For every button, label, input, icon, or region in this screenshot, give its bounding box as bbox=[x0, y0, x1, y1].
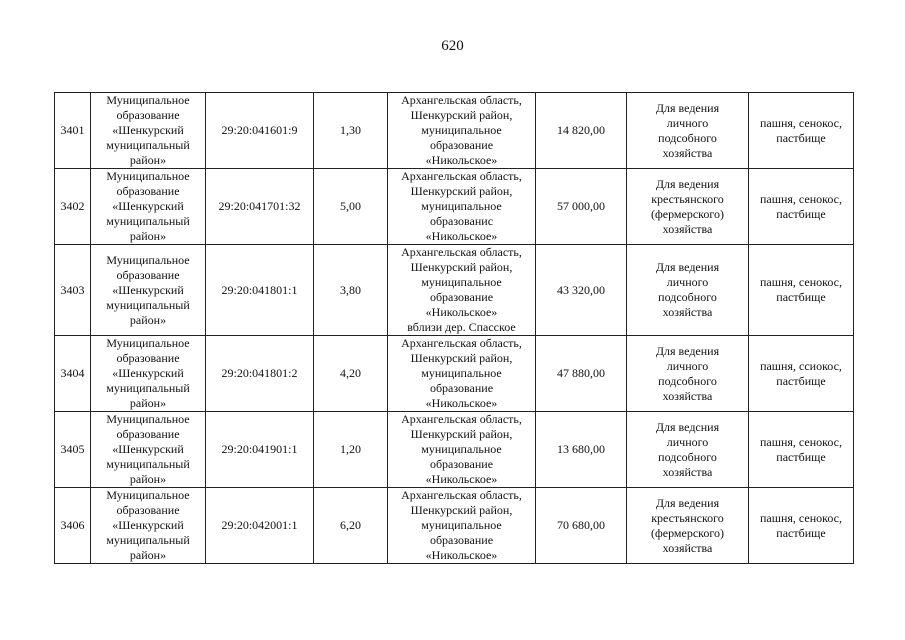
cell-line: район» bbox=[129, 312, 167, 327]
land-type-cell bbox=[749, 488, 854, 564]
cell-line: образование bbox=[116, 267, 180, 282]
cell-line: «Шенкурский bbox=[112, 442, 184, 456]
cell-line: Для ведения bbox=[655, 100, 720, 115]
table-row bbox=[55, 245, 854, 336]
usage-cell bbox=[627, 93, 749, 169]
area-cell: 3,80 bbox=[314, 245, 388, 336]
cell-line: Шенкурский район, bbox=[410, 503, 513, 517]
cell-line: Муниципальное bbox=[106, 252, 190, 267]
table-row bbox=[55, 412, 854, 488]
cell-line: (фермерского) bbox=[650, 525, 724, 540]
cell-line: Шенкурский район, bbox=[410, 260, 513, 274]
cell-line: пастбище bbox=[776, 206, 826, 221]
cell-line: муниципальное bbox=[421, 442, 502, 456]
cell-line: Для ведения bbox=[655, 495, 720, 510]
cadastral-number-cell: 29:20:041601:9 bbox=[206, 93, 314, 169]
cell-line: хозяйства bbox=[662, 221, 713, 236]
table-row bbox=[55, 93, 854, 169]
cadastral-number-cell: 29:20:041801:2 bbox=[206, 336, 314, 412]
cell-line: муниципальный bbox=[106, 214, 190, 228]
cell-line: Шенкурский район, bbox=[410, 427, 513, 441]
cell-line: пастбище bbox=[776, 130, 826, 145]
table-body bbox=[55, 93, 854, 564]
cell-line: Муниципальное bbox=[106, 488, 190, 502]
cell-line: образованис bbox=[429, 214, 494, 228]
price-cell: 14 820,00 bbox=[536, 93, 627, 169]
address-cell bbox=[388, 245, 536, 336]
cell-line: муниципальный bbox=[106, 533, 190, 547]
cell-line: образование bbox=[429, 457, 494, 471]
cell-line: личного bbox=[666, 115, 709, 130]
cadastral-number-cell: 29:20:041901:1 bbox=[206, 412, 314, 488]
owner-cell bbox=[91, 336, 206, 412]
cell-line: муниципальное bbox=[421, 199, 502, 213]
cadastral-number-cell: 29:20:041801:1 bbox=[206, 245, 314, 336]
cell-line: пашня, сенокос, bbox=[760, 191, 842, 206]
cell-line: «Шенкурский bbox=[112, 366, 184, 380]
table-row bbox=[55, 488, 854, 564]
price-cell: 47 880,00 bbox=[536, 336, 627, 412]
cell-line: «Шенкурский bbox=[112, 199, 184, 213]
price-cell: 57 000,00 bbox=[536, 169, 627, 245]
land-plots-table bbox=[54, 92, 854, 564]
cell-line: хозяйства bbox=[662, 305, 713, 319]
cell-line: пастбище bbox=[776, 449, 826, 464]
owner-cell bbox=[91, 488, 206, 564]
address-cell bbox=[388, 336, 536, 412]
address-cell bbox=[388, 93, 536, 169]
area-cell: 1,30 bbox=[314, 93, 388, 169]
cell-line: Архангельская область, bbox=[401, 245, 522, 259]
cell-line: Муниципальное bbox=[106, 93, 190, 107]
area-cell: 1,20 bbox=[314, 412, 388, 488]
cell-line: пастбище bbox=[776, 373, 826, 388]
usage-cell bbox=[627, 169, 749, 245]
cell-line: Шенкурский район, bbox=[410, 351, 513, 365]
land-type-cell bbox=[749, 245, 854, 336]
cell-line: хозяйства bbox=[662, 388, 713, 403]
cell-line: муниципальное bbox=[421, 366, 502, 380]
cell-line: подсобного bbox=[658, 449, 717, 464]
page-number: 620 bbox=[441, 38, 464, 54]
cell-line: район» bbox=[129, 153, 167, 167]
usage-cell bbox=[627, 336, 749, 412]
cell-line: «Никольское» bbox=[425, 305, 498, 319]
cell-line: образование bbox=[429, 290, 494, 304]
land-type-cell bbox=[749, 336, 854, 412]
cell-line: образование bbox=[116, 427, 180, 441]
cell-line: хозяйства bbox=[662, 540, 713, 555]
land-type-cell bbox=[749, 93, 854, 169]
row-number-cell: 3401 bbox=[55, 93, 91, 169]
row-number-cell: 3403 bbox=[55, 245, 91, 336]
cell-line: образование bbox=[429, 381, 494, 395]
cell-line: крестьянского bbox=[651, 510, 724, 525]
cell-line: Муниципальное bbox=[106, 336, 190, 350]
cell-line: район» bbox=[129, 472, 167, 486]
cell-line: «Никольское» bbox=[425, 396, 498, 410]
cell-line: муниципальное bbox=[421, 275, 502, 289]
cell-line: личного bbox=[666, 358, 709, 373]
owner-cell bbox=[91, 245, 206, 336]
cell-line: Шенкурский район, bbox=[410, 108, 513, 122]
cell-line: подсобного bbox=[658, 290, 717, 304]
cell-line: вблизи дер. Спасское bbox=[407, 320, 516, 334]
cell-line: Муниципальное bbox=[106, 169, 190, 183]
cell-line: Архангельская область, bbox=[401, 93, 522, 107]
cell-line: подсобного bbox=[658, 373, 717, 388]
land-type-cell bbox=[749, 169, 854, 245]
usage-cell bbox=[627, 488, 749, 564]
cell-line: крестьянского bbox=[651, 191, 724, 206]
cell-line: Муниципальное bbox=[106, 412, 190, 426]
cell-line: образование bbox=[116, 184, 180, 198]
area-cell: 4,20 bbox=[314, 336, 388, 412]
cell-line: Для ведения bbox=[655, 260, 720, 274]
cell-line: «Шенкурский bbox=[112, 282, 184, 297]
cell-line: хозяйства bbox=[662, 145, 713, 160]
cell-line: район» bbox=[129, 396, 167, 410]
cell-line: «Шенкурский bbox=[112, 518, 184, 532]
cadastral-number-cell: 29:20:042001:1 bbox=[206, 488, 314, 564]
owner-cell bbox=[91, 93, 206, 169]
table-row bbox=[55, 336, 854, 412]
cell-line: личного bbox=[666, 434, 709, 449]
row-number-cell: 3406 bbox=[55, 488, 91, 564]
cell-line: хозяйства bbox=[662, 464, 713, 479]
cell-line: Архангельская область, bbox=[401, 169, 522, 183]
cell-line: «Никольское» bbox=[425, 548, 498, 562]
cell-line: личного bbox=[666, 275, 709, 289]
cell-line: образование bbox=[429, 533, 494, 547]
usage-cell bbox=[627, 412, 749, 488]
cell-line: пастбище bbox=[776, 290, 826, 304]
cell-line: «Никольское» bbox=[425, 472, 498, 486]
cell-line: «Никольское» bbox=[425, 229, 498, 243]
row-number-cell: 3405 bbox=[55, 412, 91, 488]
cell-line: муниципальный bbox=[106, 297, 190, 312]
cell-line: Для ведсния bbox=[655, 419, 720, 434]
cell-line: муниципальный bbox=[106, 381, 190, 395]
price-cell: 43 320,00 bbox=[536, 245, 627, 336]
cell-line: пашня, ссиокос, bbox=[760, 358, 842, 373]
area-cell: 6,20 bbox=[314, 488, 388, 564]
cell-line: «Никольское» bbox=[425, 153, 498, 167]
cell-line: пашня, сенокос, bbox=[760, 510, 842, 525]
address-cell bbox=[388, 488, 536, 564]
cell-line: пашня, сенокос, bbox=[760, 275, 842, 289]
cell-line: муниципальный bbox=[106, 138, 190, 152]
area-cell: 5,00 bbox=[314, 169, 388, 245]
row-number-cell: 3404 bbox=[55, 336, 91, 412]
price-cell: 13 680,00 bbox=[536, 412, 627, 488]
cell-line: муниципальное bbox=[421, 518, 502, 532]
cell-line: Для ведения bbox=[655, 343, 720, 358]
cell-line: Шенкурский район, bbox=[410, 184, 513, 198]
cell-line: образование bbox=[429, 138, 494, 152]
cell-line: муниципальное bbox=[421, 123, 502, 137]
cell-line: образование bbox=[116, 351, 180, 365]
table-row bbox=[55, 169, 854, 245]
usage-cell bbox=[627, 245, 749, 336]
cell-line: «Шенкурский bbox=[112, 123, 184, 137]
cell-line: образование bbox=[116, 503, 180, 517]
cell-line: Архангельская область, bbox=[401, 336, 522, 350]
cadastral-number-cell: 29:20:041701:32 bbox=[206, 169, 314, 245]
cell-line: Архангельская область, bbox=[401, 412, 522, 426]
cell-line: район» bbox=[129, 229, 167, 243]
cell-line: образование bbox=[116, 108, 180, 122]
cell-line: пастбище bbox=[776, 525, 826, 540]
cell-line: (фермерского) bbox=[650, 206, 724, 221]
price-cell: 70 680,00 bbox=[536, 488, 627, 564]
address-cell bbox=[388, 169, 536, 245]
cell-line: подсобного bbox=[658, 130, 717, 145]
cell-line: Архангельская область, bbox=[401, 488, 522, 502]
cell-line: район» bbox=[129, 548, 167, 562]
land-type-cell bbox=[749, 412, 854, 488]
owner-cell bbox=[91, 169, 206, 245]
cell-line: Для ведения bbox=[655, 176, 720, 191]
owner-cell bbox=[91, 412, 206, 488]
cell-line: пашня, сенокос, bbox=[760, 434, 842, 449]
cell-line: муниципальный bbox=[106, 457, 190, 471]
address-cell bbox=[388, 412, 536, 488]
cell-line: пашня, сенокос, bbox=[760, 115, 842, 130]
row-number-cell: 3402 bbox=[55, 169, 91, 245]
